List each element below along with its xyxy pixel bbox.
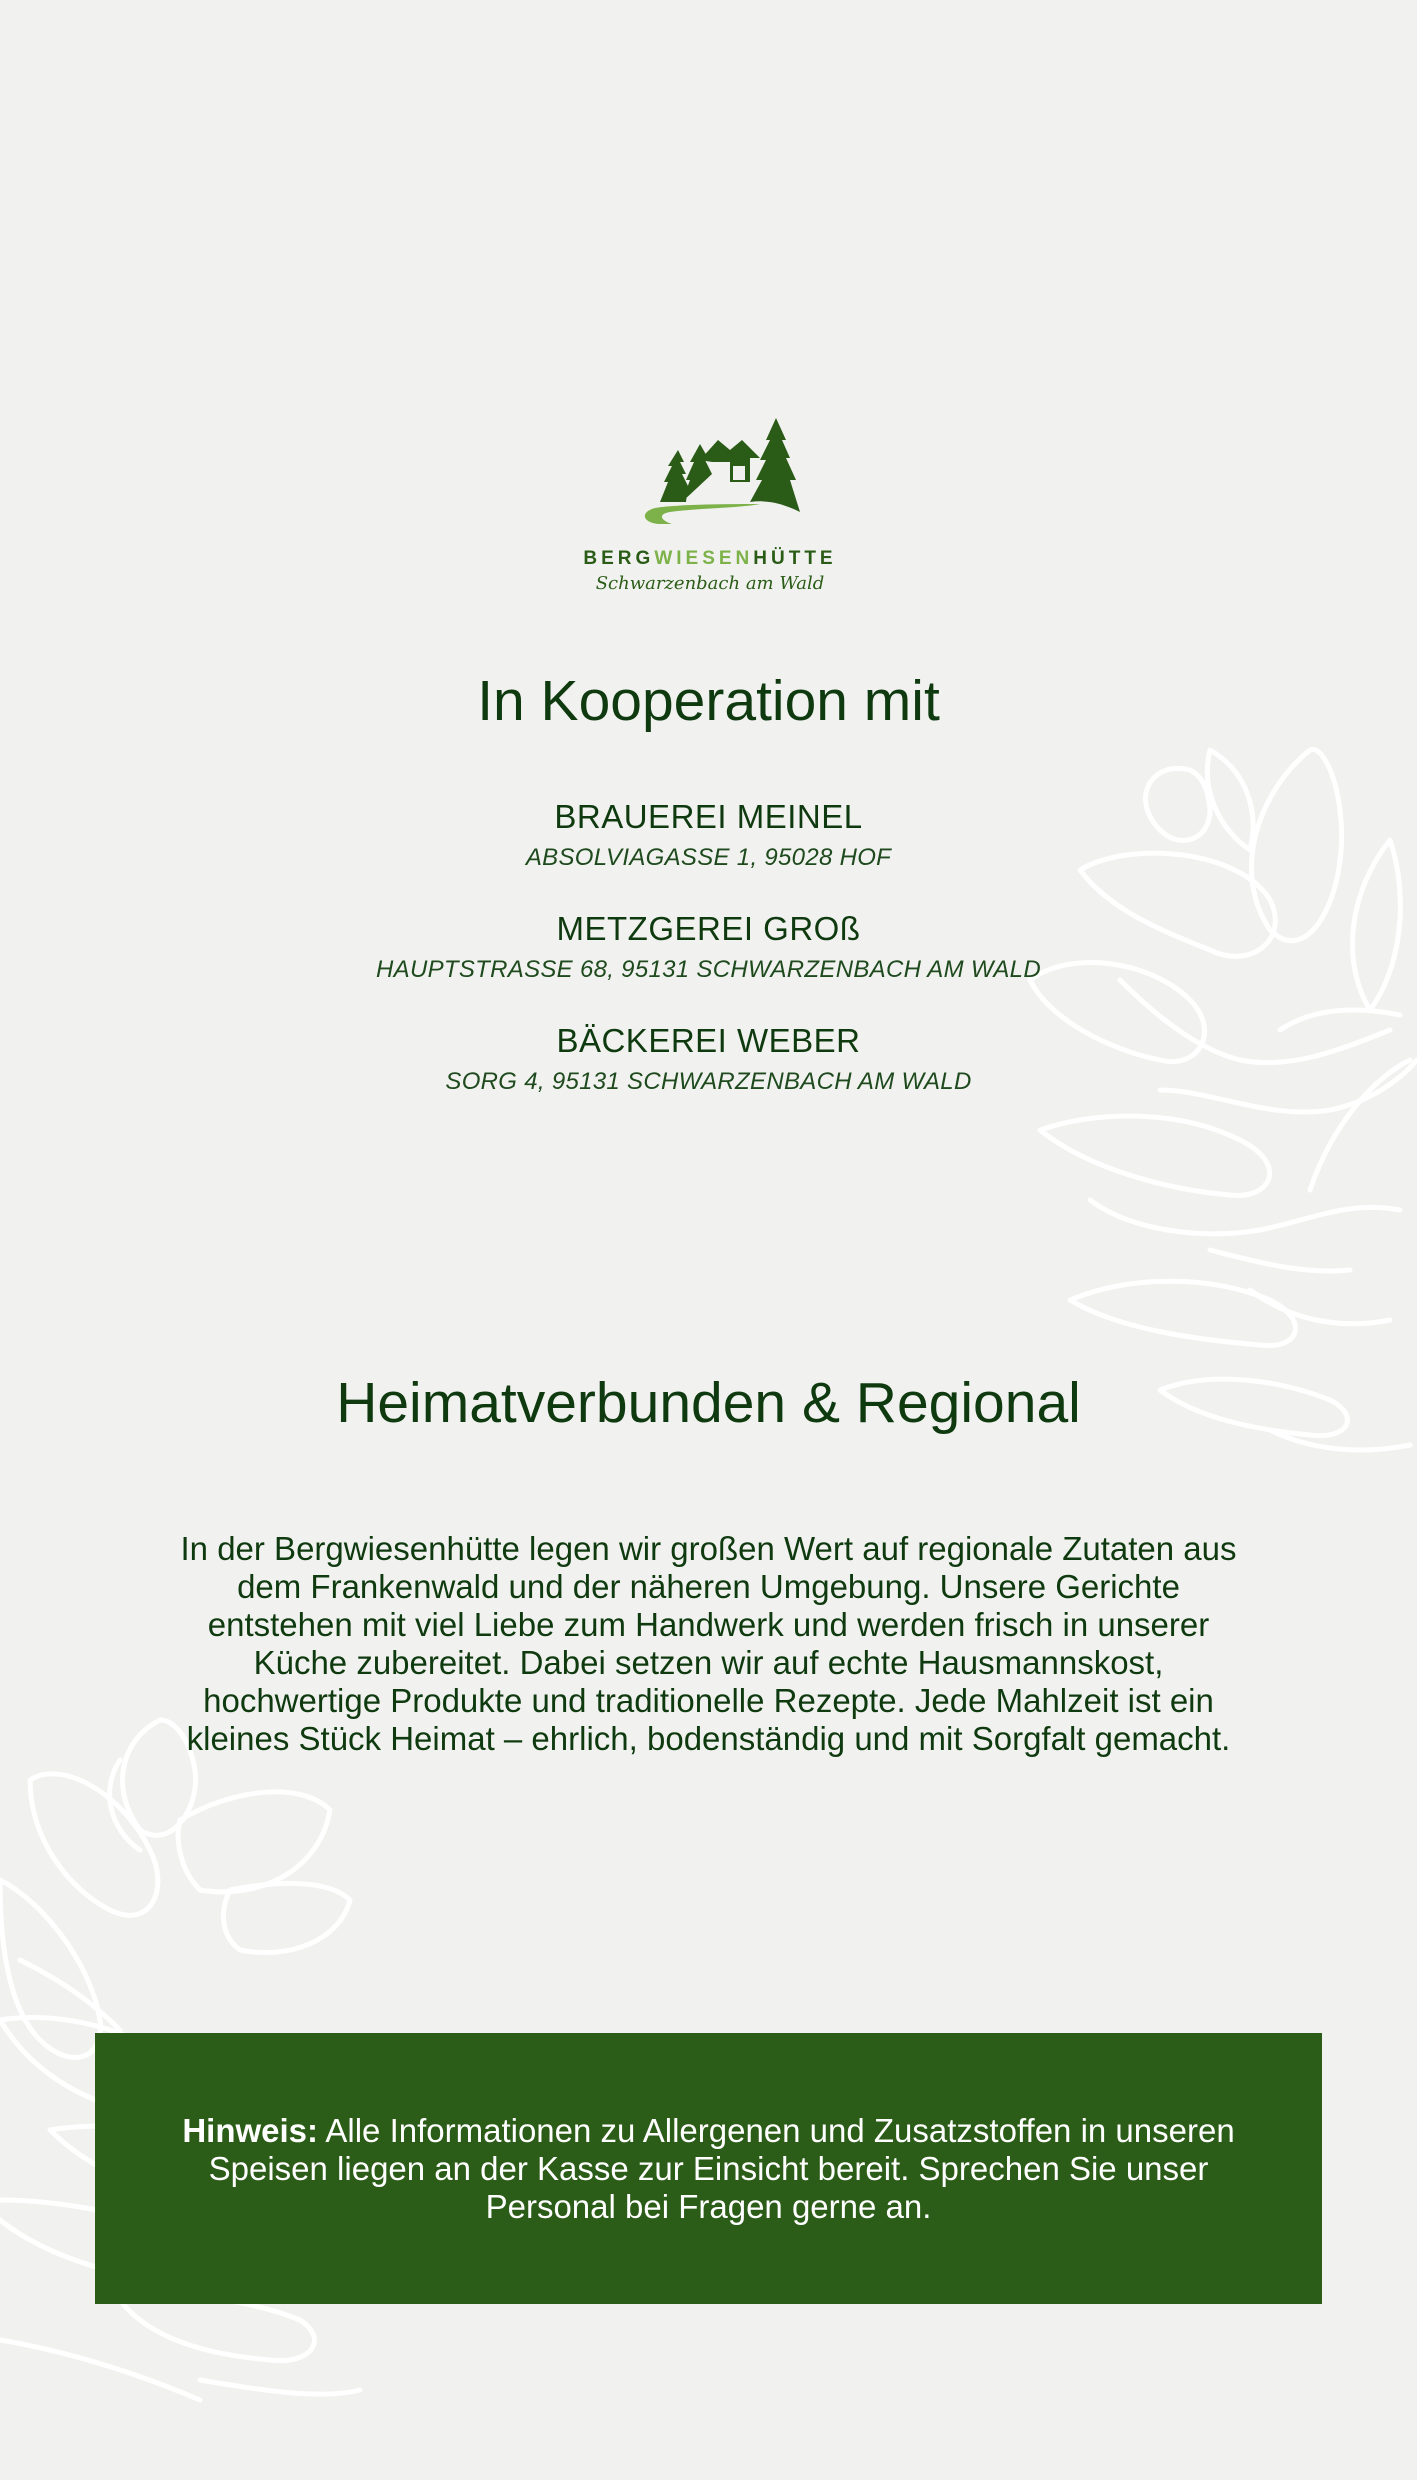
brand-location-script: Schwarzenbach am Wald [595, 573, 825, 594]
heimat-paragraph: In der Bergwiesenhütte legen wir großen Wert auf regionale Zutaten aus dem Frankenwald und der näheren Umgebung. Unsere Gerichte entstehen mit viel Liebe zum Handwerk und werden frisch in unserer Küche zubereitet. Dabei setzen wir auf echte Hausmannskost, hochwertige Produkte und traditionelle Rezepte. Jede Mahlzeit ist ein kleines Stück Heimat – ehrlich, bodenständig und mit Sorgfalt gemacht. [180, 1530, 1237, 1757]
partner-entry [0, 1022, 1417, 1096]
partner-name: BRAUEREI MEINEL [554, 798, 863, 835]
partner-address: ABSOLVIAGASSE 1, 95028 HOF [525, 844, 892, 871]
notice-text-block [154, 2112, 1264, 2226]
partner-name: BÄCKEREI WEBER [556, 1022, 861, 1059]
partner-name: METZGEREI GROß [556, 910, 861, 947]
brand-logo [560, 400, 860, 610]
brand-wordmark: BERGWIESENHÜTTE [583, 548, 837, 569]
heimat-title: Heimatverbunden & Regional [336, 1371, 1081, 1435]
allergen-notice-box [95, 2033, 1322, 2304]
cooperation-title: In Kooperation mit [477, 669, 940, 733]
partner-entry [0, 910, 1417, 984]
partner-address: HAUPTSTRASSE 68, 95131 SCHWARZENBACH AM WALD [376, 956, 1041, 983]
forest-hut-logo-icon [600, 400, 820, 530]
partner-entry [0, 798, 1417, 872]
notice-text: Alle Informationen zu Allergenen und Zusatzstoffen in unseren Speisen liegen an der Kasse zur Einsicht bereit. Sprechen Sie unser Personal bei Fragen gerne an. [208, 2111, 1235, 2225]
notice-label: Hinweis: [182, 2111, 319, 2149]
partner-address: SORG 4, 95131 SCHWARZENBACH AM WALD [445, 1068, 972, 1095]
